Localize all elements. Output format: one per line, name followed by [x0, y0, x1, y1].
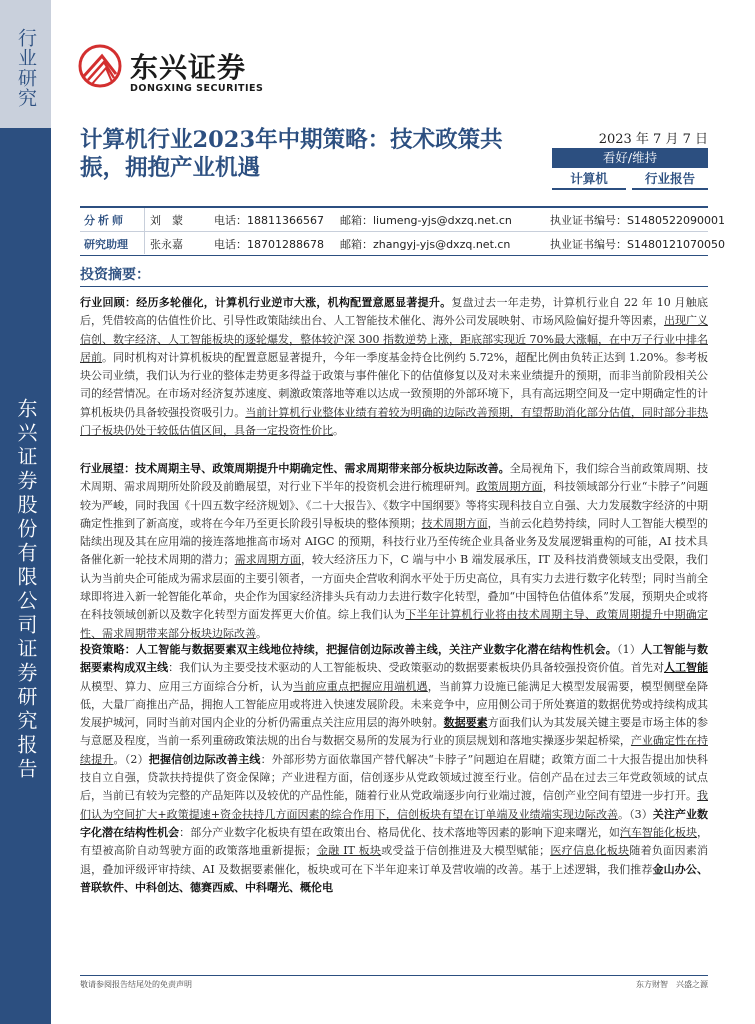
paragraph-lead: 行业回顾：经历多轮催化，计算机行业逆市大涨，机构配置意愿显著提升。: [80, 296, 452, 309]
highlight-text: 出现广义信创、数字经济、人工智能板块的逐轮爆发，整体较沪深 300 指数逆势上涨，距底部实现近 70%最大涨幅，在中万子行业中排名居前: [80, 314, 709, 364]
paragraph-lead: 投资策略：人工智能与数据要素双主线地位持续，把握信创边际改善主线，关注产业数字化潜在结构性机会。: [80, 643, 617, 656]
analyst-role: 分析师: [84, 214, 126, 227]
paragraph-text: 。（3）: [618, 807, 653, 821]
highlight-text: 人工智能: [663, 661, 709, 675]
paragraph-outlook: [80, 460, 708, 643]
paragraph-text: ，科技领域部分行业“卡脖子”问题较为严峻，同时我国《十四五数字经济规划》、《二十大报告》、《数字中国纲要》等将实现科技自立自强、大力发展数字经济的中期确定性推到了新高度，或将在今年乃至更长阶段引导板块的整体预期；: [80, 480, 709, 530]
highlight-text: 医疗信息化板块: [550, 844, 630, 858]
highlight-text: 数据要素: [443, 716, 488, 730]
logo-chinese-name: 东兴证券: [130, 51, 247, 84]
table-row: [80, 208, 725, 231]
highlight-text: 当前计算机行业整体业绩有着较为明确的边际改善预期，有望帮助消化部分估值，同时部分非热门子板块仍处于较低估值区间，具备一定投资性价比: [80, 405, 709, 438]
paragraph-text: 。: [333, 424, 344, 438]
analyst-email[interactable]: 邮箱：liumeng-yjs@dxzq.net.cn: [340, 214, 512, 227]
highlight-text: 政策周期方面: [476, 480, 543, 494]
report-date: 2023 年 7 月 7 日: [598, 132, 708, 147]
analyst-role: 研究助理: [84, 238, 128, 251]
stock-picks: 金山办公、普联软件、中科创达、德赛西威、中科曙光、概伦电: [80, 862, 708, 894]
paragraph-text: 。同时机构对计算机板块的配置意愿显著提升，今年一季度基金持仓比例约 5.72%，超配比例由负转正达到 1.20%。参考板块公司业绩，我们认为行业的整体走势更多得益于政策与事件催化下的估值修复以及对未来业绩提升的预期，而非当前阶段相关公司的经营情况。在市场对经济复苏速度、刺激政策落地等难以达成一致预期的外部环境下，具有高远期空间及一定中期确定性的计算机板块仍具备较强投资吸引力。: [80, 350, 708, 419]
logo-english-name: DONGXING SECURITIES: [130, 83, 264, 94]
analyst-name: 张永嘉: [150, 238, 183, 251]
analyst-phone: 电话：18811366567: [214, 214, 324, 227]
paragraph-strategy: [80, 641, 708, 897]
subsection-lead: 关注产业数字化潜在结构性机会: [80, 807, 709, 839]
analyst-phone: 电话：18701288678: [214, 238, 324, 251]
paragraph-text: ，较大经济压力下，C 端与中小 B 端发展承压，IT 及科技消费领域支出受限，我们认为当前央企可能成为需求层面的主要引领者，一方面央企营收利润水平处于历史高位，具有实力去进行数字化转型；同时当前全球即将进入新一轮智能化革命，央企作为国家经济排头兵有动力去进行数字化转型，叠加“中国特色估值体系”发展，预期央企或将在科技领域创新以及数字化转型方面发挥更大价值。综上我们认为: [80, 553, 708, 622]
paragraph-text: ：我们认为主要受技术驱动的人工智能板块、受政策驱动的数据要素板块仍具备较强投资价值。首先对: [168, 661, 664, 675]
analyst-email[interactable]: 邮箱：zhangyj-yjs@dxzq.net.cn: [340, 238, 511, 251]
highlight-text: 下半年计算机行业将由技术周期主导、政策周期提升中期确定性、需求周期带来部分板块边际改善: [80, 608, 708, 640]
highlight-text: 产业确定性在持续提升: [80, 734, 708, 766]
paragraph-text: ：外部形势方面依靠国产替代解决“卡脖子”问题迫在眉睫；政策方面二十大报告提出加快科技自立自强，贷款扶持提供了资金保障；产业进程方面，信创逐步从党政领域过渡至行业。信创产品在过去三年党政领域的试点后，当前已有较为完整的产品矩阵以及较优的产品性能，随着行业从党政端逐步向行业端过渡，信创产业空间有望进一步打开。: [80, 752, 709, 803]
dongxing-logo-icon: [78, 44, 122, 90]
paragraph-text: 或受益于信创推进及大模型赋能；: [381, 844, 551, 858]
highlight-text: 我们认为空间扩大+政策提速+资金扶持几方面因素的综合作用下，信创板块有望在订单端及业绩端实现边际改善: [80, 789, 708, 821]
highlight-text: 汽车智能化板块: [619, 825, 698, 839]
analyst-name: 刘 蒙: [150, 214, 183, 227]
report-title: 计算机行业2023年中期策略：技术政策共振，拥抱产业机遇: [80, 127, 503, 181]
rating-badge: 看好/维持: [552, 148, 708, 168]
paragraph-text: 从模型、算力、应用三方面综合分析，认为: [80, 679, 294, 693]
highlight-text: 技术周期方面: [421, 516, 488, 530]
analyst-cert: 执业证书编号：S1480522090001: [550, 214, 725, 227]
industry-tag: 计算机: [552, 170, 626, 190]
section-heading: 投资摘要：: [80, 267, 150, 283]
paragraph-text: 。（2）: [113, 752, 149, 766]
footer-disclaimer: 敬请参阅报告结尾处的免责声明: [80, 980, 192, 989]
highlight-text: 需求周期方面: [234, 553, 302, 567]
sidebar-category-label: 行业研究: [15, 28, 37, 108]
subsection-lead: 人工智能与数据要素构成双主线: [80, 643, 708, 675]
section-divider: [80, 286, 708, 287]
paragraph-text: ：部分产业数字化板块有望在政策出台、格局优化、技术落地等因素的影响下迎来曙光，如: [179, 825, 620, 839]
paragraph-text: ，有望被高阶自动驾驶方面的政策落地重新提振；: [80, 825, 709, 858]
paragraph-text: （1）: [617, 643, 642, 656]
report-type-tag: 行业报告: [632, 170, 708, 190]
highlight-text: 当前应重点把握应用端机遇: [293, 679, 428, 693]
sidebar-company-label: 东兴证券股份有限公司证券研究报告: [14, 398, 38, 782]
paragraph-text: 方面我们认为其发展关键主要是市场主体的参与意愿及程度，当前一系列重磅政策法规的出台与数据交易所的发展为行业的顶层规划和落地实操逐步架起桥梁，: [80, 716, 709, 748]
paragraph-review: [80, 294, 708, 440]
subsection-lead: 把握信创边际改善主线: [148, 752, 261, 766]
analyst-table: [80, 206, 725, 256]
paragraph-text: 复盘过去一年走势，计算机行业自 22 年 10 月触底后，凭借较高的估值性价比、引导性政策陆续出台、人工智能技术催化、海外公司发展映射、市场风险偏好提升等因素，: [80, 296, 709, 328]
table-row: [80, 231, 725, 255]
paragraph-lead: 行业展望：技术周期主导、政策周期提升中期确定性、需求周期带来部分板块边际改善。: [80, 462, 510, 475]
company-logo: [78, 44, 278, 104]
paragraph-text: 全局视角下，我们综合当前政策周期、技术周期、需求周期所处阶段及前瞻展望，对行业下半年的投资机会进行梳理研判。: [80, 462, 709, 494]
footer-divider: [80, 975, 708, 976]
paragraph-text: ，当前算力设施已能满足大模型发展需要，模型侧壁垒降低，大量厂商推出产品，拥抱人工智能应用或将进入快速发展阶段。未来竞争中，应用侧公司于所处赛道的数据优势或持续构成其发展护城河，同时当前对国内企业的分析仍需重点关注应用层的海外映射。: [80, 679, 709, 730]
footer-slogan: 东方财智 兴盛之源: [636, 980, 708, 989]
paragraph-text: 。: [256, 626, 267, 640]
highlight-text: 金融 IT 板块: [316, 844, 382, 858]
paragraph-text: ，当前云化趋势持续，同时人工智能大模型的陆续出现及其在应用端的接连落地推高市场对 AIGC 的预期，科技行业乃至传统企业具备业务及发展逻辑重构的可能，AI 技术具备催化新一轮技术周期的潜力；: [80, 516, 709, 567]
sidebar: [0, 0, 51, 1024]
analyst-cert: 执业证书编号：S1480121070050: [550, 238, 725, 251]
paragraph-text: 随着负面因素消退，叠加评级评审持续、AI 及数据要素催化，板块或可在下半年迎来订单及营收端的改善。基于上述逻辑，我们推荐: [80, 844, 709, 876]
